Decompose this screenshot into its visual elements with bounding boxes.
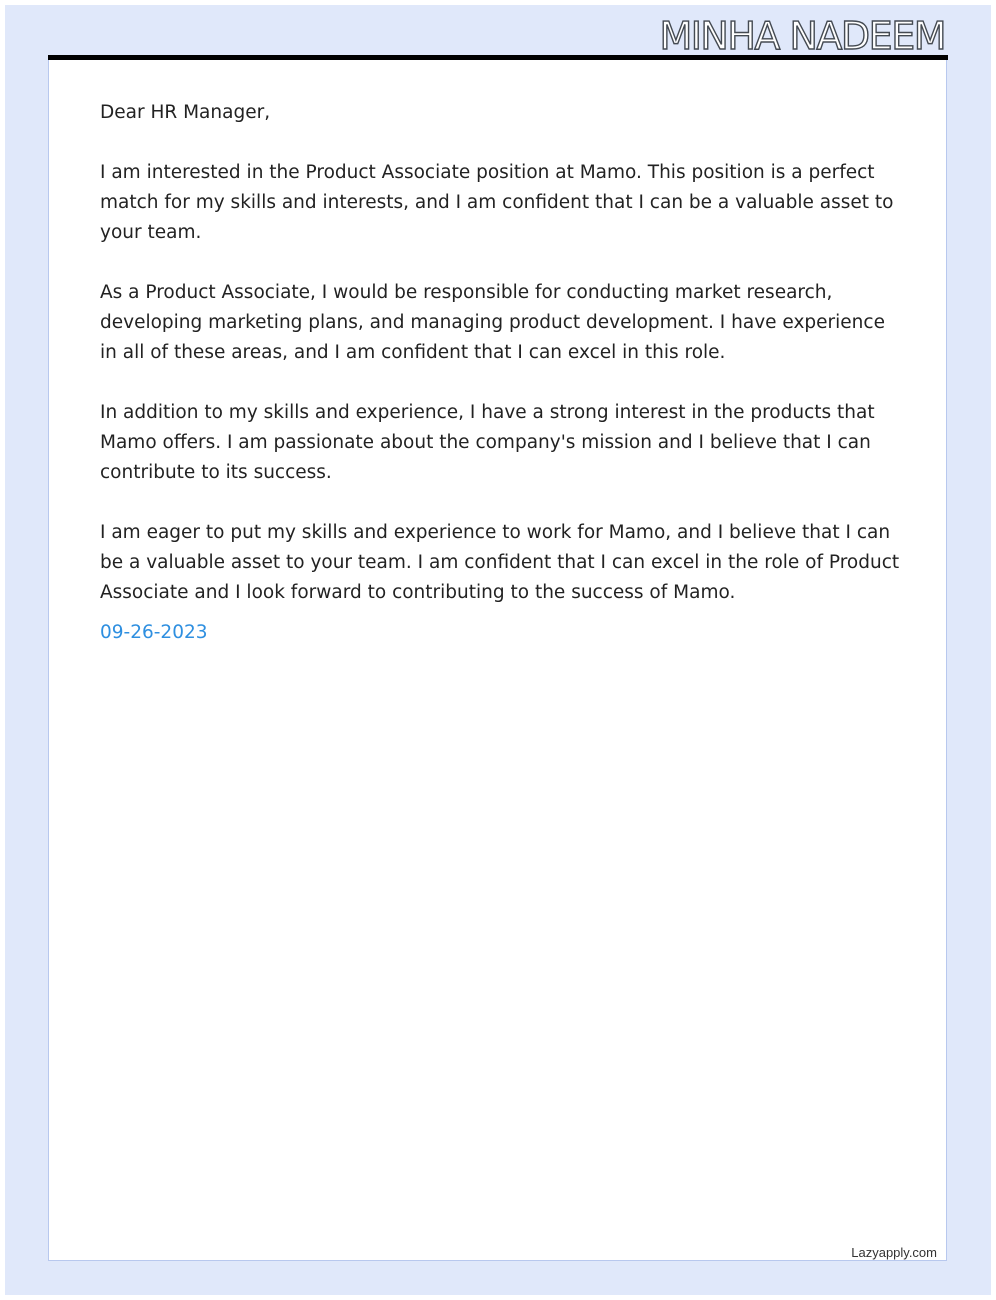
footer-brand: Lazyapply.com [851, 1245, 937, 1260]
paragraph-4: I am eager to put my skills and experience to work for Mamo, and I believe that I can be a valuable asset to your team. I am confident that I can excel in the role of Product Associate and I look forward to contributing to the success of Mamo. [100, 522, 900, 603]
letter-date: 09-26-2023 [100, 622, 208, 643]
salutation: Dear HR Manager, [100, 102, 271, 123]
paragraph-2: As a Product Associate, I would be responsible for conducting market research, developing marketing plans, and managing product development. I have experience in all of these areas, and I am confident that I can excel in this role. [100, 282, 885, 363]
paragraph-1: I am interested in the Product Associate position at Mamo. This position is a perfect match for my skills and interests, and I am confident that I can be a valuable asset to your team. [100, 162, 894, 243]
letter-body [100, 98, 900, 678]
applicant-name: MINHA NADEEM [659, 14, 945, 58]
paragraph-3: In addition to my skills and experience, I have a strong interest in the products that Mamo offers. I am passionate about the company's mission and I believe that I can contribute to its success. [100, 402, 875, 483]
